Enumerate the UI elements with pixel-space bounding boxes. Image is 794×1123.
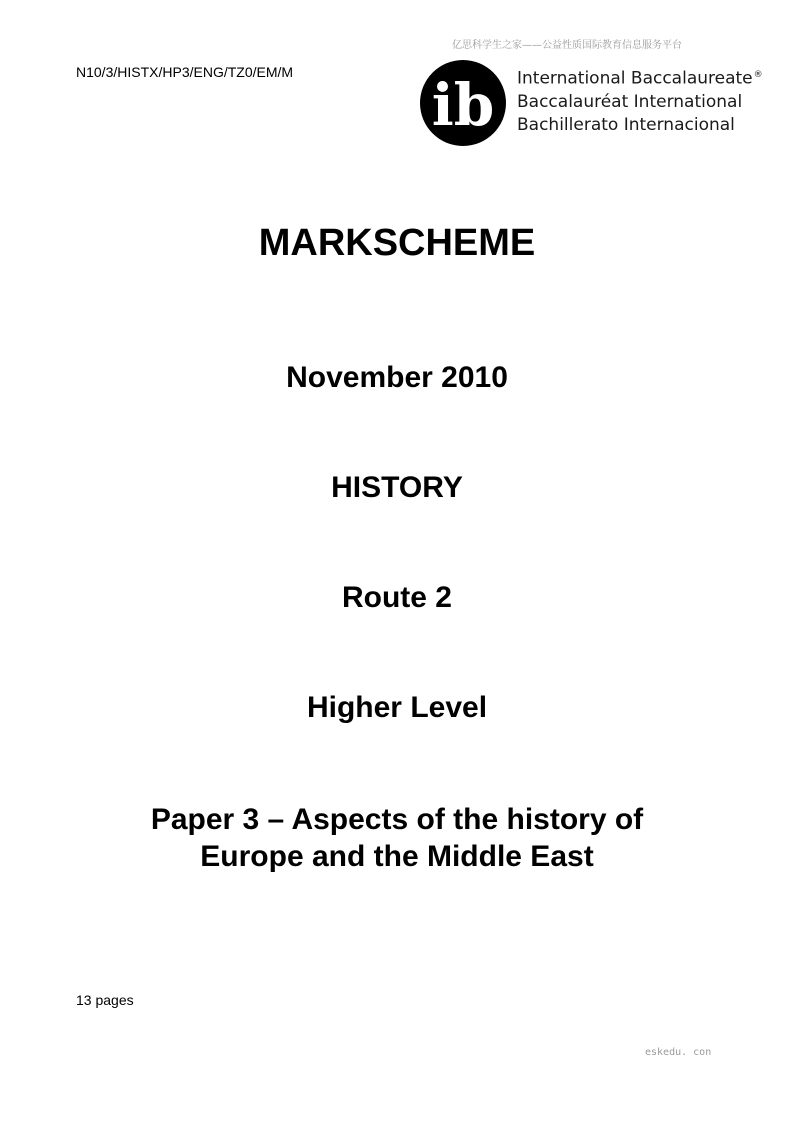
watermark-footer: eskedu. con (645, 1047, 712, 1058)
document-title: MARKSCHEME (258, 222, 536, 264)
watermark-header: 亿思科学生之家——公益性质国际教育信息服务平台 (452, 40, 682, 51)
ib-logo-icon (419, 59, 507, 147)
paper-title-line: Paper 3 – Aspects of the history of (150, 803, 644, 836)
route-label: Route 2 (341, 581, 452, 614)
exam-session: November 2010 (286, 361, 508, 394)
ib-name-english: International Baccalaureate® (517, 68, 763, 89)
ib-name-french: Baccalauréat International (517, 91, 743, 112)
subject-name: HISTORY (331, 471, 463, 504)
page-count: 13 pages (76, 992, 134, 1008)
level-label: Higher Level (306, 691, 488, 724)
registered-mark: ® (753, 70, 763, 80)
ib-logo-mark: ib (431, 71, 495, 139)
ib-organization-names (517, 64, 763, 137)
paper-title (0, 801, 794, 875)
ib-name-spanish: Bachillerato Internacional (517, 114, 735, 135)
paper-title-line: Europe and the Middle East (200, 840, 594, 873)
document-code: N10/3/HISTX/HP3/ENG/TZ0/EM/M (76, 64, 294, 80)
